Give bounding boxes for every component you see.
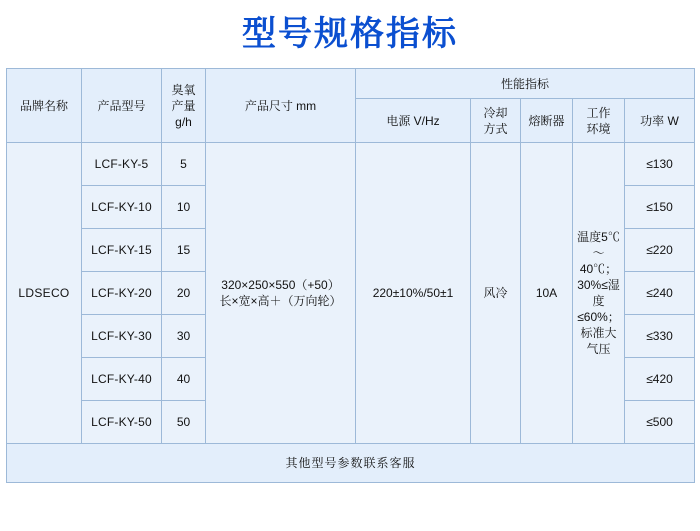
cell-wattage: ≤420	[625, 358, 695, 401]
header-environment-line2: 环境	[586, 121, 611, 136]
table-row	[7, 143, 695, 186]
header-performance-group: 性能指标	[356, 69, 695, 99]
cell-model: LCF-KY-30	[82, 315, 162, 358]
header-cooling	[471, 99, 521, 143]
cell-model: LCF-KY-5	[82, 143, 162, 186]
cell-model: LCF-KY-15	[82, 229, 162, 272]
spec-table-wrap	[0, 68, 700, 483]
cell-ozone: 10	[162, 186, 206, 229]
cell-ozone: 5	[162, 143, 206, 186]
header-wattage: 功率 W	[625, 99, 695, 143]
cell-ozone: 15	[162, 229, 206, 272]
header-brand: 品牌名称	[7, 69, 82, 143]
cell-ozone: 20	[162, 272, 206, 315]
cell-wattage: ≤130	[625, 143, 695, 186]
cell-environment: 温度5℃～40℃；30%≤湿度≤60%；标准大气压	[573, 143, 625, 444]
table-header-row-1	[7, 69, 695, 99]
cell-fuse: 10A	[521, 143, 573, 444]
cell-ozone: 50	[162, 401, 206, 444]
footer-note: 其他型号参数联系客服	[7, 444, 695, 483]
header-environment-line1: 工作	[586, 105, 611, 120]
header-ozone-line3: g/h	[175, 114, 192, 129]
header-product-size: 产品尺寸 mm	[206, 69, 356, 143]
cell-model: LCF-KY-20	[82, 272, 162, 315]
header-power-supply: 电源 V/Hz	[356, 99, 471, 143]
cell-wattage: ≤150	[625, 186, 695, 229]
header-cooling-line2: 方式	[483, 121, 508, 136]
header-ozone-line1: 臭氧	[171, 82, 196, 97]
header-ozone-line2: 产量	[171, 98, 196, 113]
cell-wattage: ≤220	[625, 229, 695, 272]
cell-size-line2: 长×宽×高＋（万向轮）	[219, 294, 342, 308]
cell-model: LCF-KY-10	[82, 186, 162, 229]
table-footer-row	[7, 444, 695, 483]
cell-ozone: 40	[162, 358, 206, 401]
cell-model: LCF-KY-50	[82, 401, 162, 444]
header-environment	[573, 99, 625, 143]
cell-model: LCF-KY-40	[82, 358, 162, 401]
header-ozone-output	[162, 69, 206, 143]
cell-wattage: ≤500	[625, 401, 695, 444]
cell-size-line1: 320×250×550（+50）	[221, 278, 340, 292]
cell-power-supply: 220±10%/50±1	[356, 143, 471, 444]
cell-cooling: 风冷	[471, 143, 521, 444]
cell-brand: LDSECO	[7, 143, 82, 444]
cell-size	[206, 143, 356, 444]
header-fuse: 熔断器	[521, 99, 573, 143]
spec-table	[6, 68, 695, 483]
cell-wattage: ≤240	[625, 272, 695, 315]
page-title: 型号规格指标	[242, 15, 458, 53]
header-cooling-line1: 冷却	[483, 105, 508, 120]
cell-wattage: ≤330	[625, 315, 695, 358]
cell-ozone: 30	[162, 315, 206, 358]
header-model: 产品型号	[82, 69, 162, 143]
